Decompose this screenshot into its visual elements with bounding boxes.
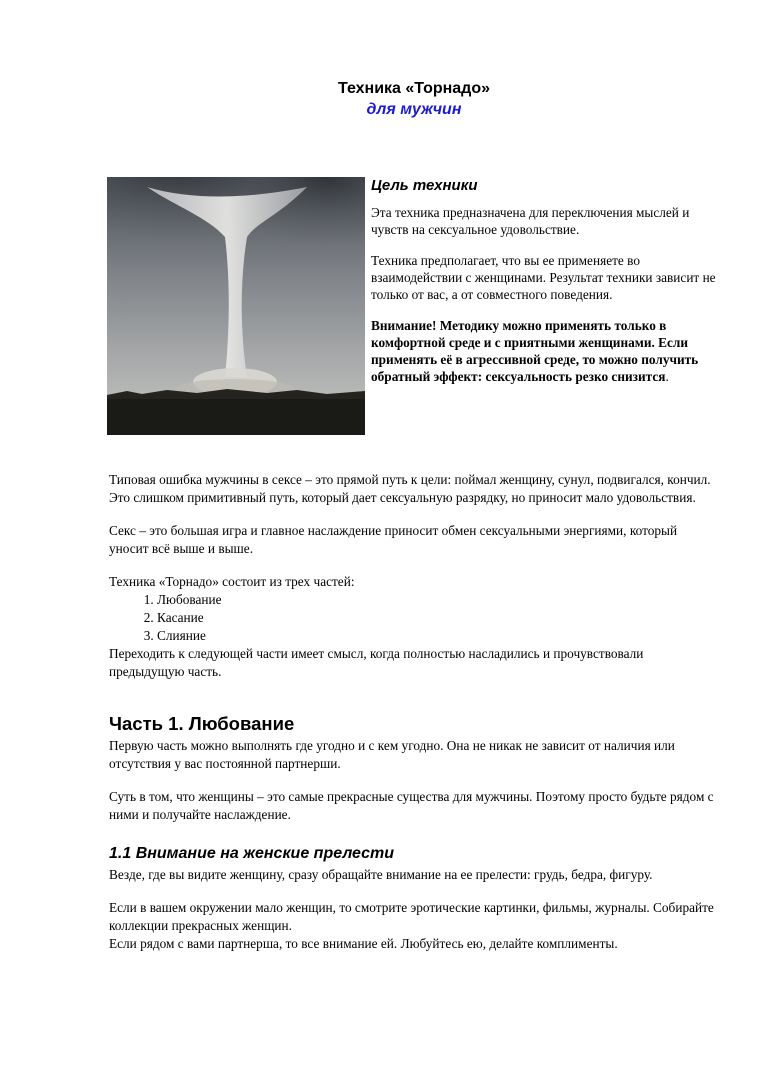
page-subtitle: для мужчин <box>366 101 462 118</box>
intro-section <box>371 176 721 399</box>
parts-list <box>109 591 719 645</box>
parts-intro: Техника «Торнадо» состоит из трех частей: <box>109 574 355 589</box>
intro-paragraph: Техника предполагает, что вы ее применяете во взаимодействии с женщинами. Результат техники зависит не только от вас, а от совместного поведения. <box>371 253 716 302</box>
part1-heading: Часть 1. Любование <box>109 713 295 734</box>
title-block <box>0 78 768 120</box>
body-paragraph: Типовая ошибка мужчины в сексе – это прямой путь к цели: поймал женщину, сунул, подвигался, кончил. Это слишком примитивный путь, который дает сексуальную разрядку, но приносит мало удовольствия. <box>109 472 711 505</box>
warning-text: Внимание! Методику можно применять только в комфортной среде и с приятными женщинами. Если применять её в агрессивной среде, то можно получить обратный эффект: сексуальность резко снизится <box>371 318 699 384</box>
body-paragraph: Если рядом с вами партнерша, то все внимание ей. Любуйтесь ею, делайте комплименты. <box>109 936 618 951</box>
parts-outro: Переходить к следующей части имеет смысл, когда полностью насладились и прочувствовали предыдущую часть. <box>109 646 644 679</box>
warning-period: . <box>665 369 669 384</box>
intro-heading: Цель техники <box>371 177 478 194</box>
page-title: Техника «Торнадо» <box>337 80 490 97</box>
main-body <box>109 471 719 953</box>
body-paragraph: Если в вашем окружении мало женщин, то смотрите эротические картинки, фильмы, журналы. Собирайте коллекции прекрасных женщин. <box>109 900 714 933</box>
tornado-image <box>107 177 365 435</box>
section-heading: 1.1 Внимание на женские прелести <box>109 845 395 862</box>
list-item: 2. Касание <box>157 609 719 627</box>
warning-paragraph <box>371 317 721 385</box>
body-paragraph: Первую часть можно выполнять где угодно и с кем угодно. Она не никак не зависит от наличия или отсутствия у вас постоянной партнерши. <box>109 738 675 771</box>
intro-paragraph: Эта техника предназначена для переключения мыслей и чувств на сексуальное удовольствие. <box>371 205 690 237</box>
body-paragraph: Секс – это большая игра и главное наслаждение приносит обмен сексуальными энергиями, который уносит всё выше и выше. <box>109 523 678 556</box>
body-paragraph: Везде, где вы видите женщину, сразу обращайте внимание на ее прелести: грудь, бедра, фигуру. <box>109 867 653 882</box>
body-paragraph: Суть в том, что женщины – это самые прекрасные существа для мужчины. Поэтому просто будьте рядом с ними и получайте наслаждение. <box>109 789 714 822</box>
list-item: 1. Любование <box>157 591 719 609</box>
tornado-photo <box>107 177 365 435</box>
list-item: 3. Слияние <box>157 627 719 645</box>
